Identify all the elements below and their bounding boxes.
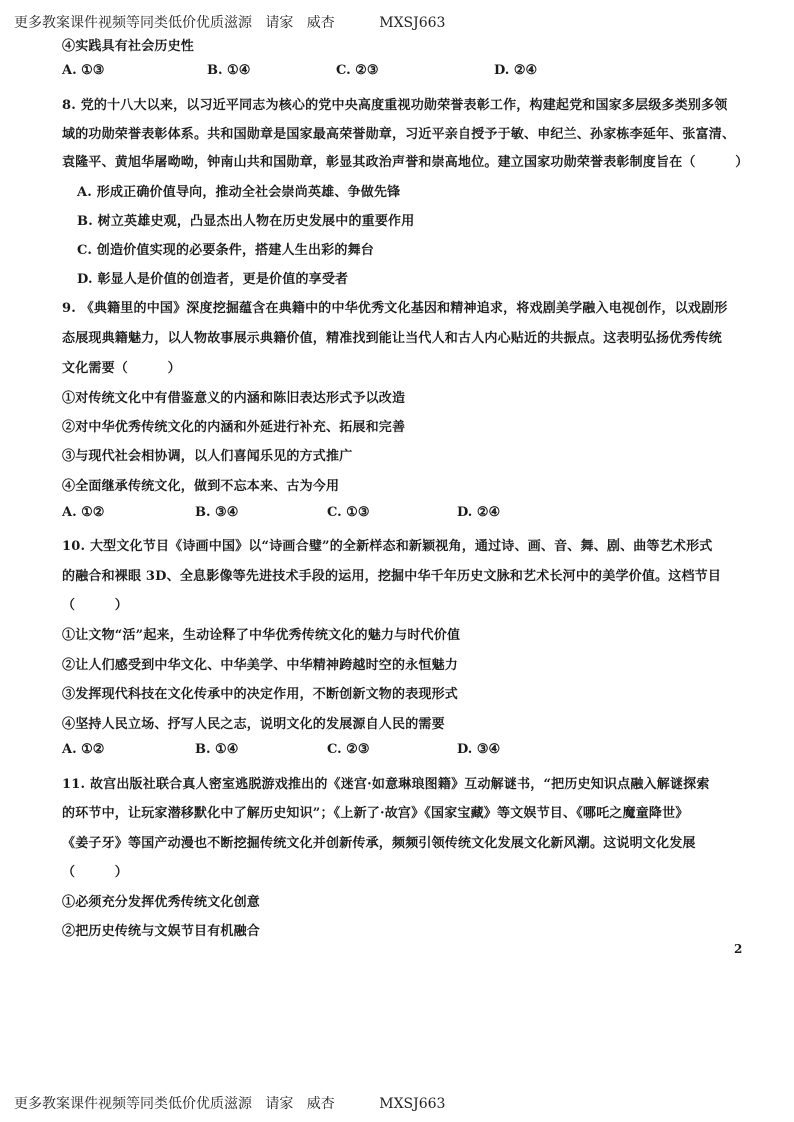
q8-option-b: B. 树立英雄史观，凸显杰出人物在历史发展中的重要作用 [77,214,415,229]
q8-stem-line-2: 域的功勋荣誉表彰体系。共和国勋章是国家最高荣誉勋章，习近平亲自授予于敏、申纪兰、孙家栋李延年、张富清、 [62,127,736,142]
q9-item-4: ④全面继承传统文化，做到不忘本来、古为今用 [62,479,340,494]
q11-item-2: ②把历史传统与文娱节目有机融合 [62,924,261,939]
q9-item-1: ①对传统文化中有借鉴意义的内涵和陈旧表达形式予以改造 [62,391,406,406]
banner-contact-prefix: 请家 [265,15,294,31]
q8-stem-line-3: 袁隆平、黄旭华屠呦呦，钟南山共和国勋章，彰显其政治声誉和崇高地位。建立国家功勋荣誉表彰制度旨在（ ） [62,155,749,170]
q10-option-d: D. ③④ [457,742,501,757]
q7-option-b: B. ①④ [207,63,251,78]
q9-option-c: C. ①③ [327,505,370,520]
q10-item-2: ②让人们感受到中华文化、中华美学、中华精神跨越时空的永恒魅力 [62,658,459,673]
q10-option-a: A. ①② [62,742,105,757]
banner-text: 更多教案课件视频等同类低价优质滋源 [14,1096,252,1112]
q11-stem-line-4: （ ） [62,865,129,880]
q9-option-b: B. ③④ [195,505,239,520]
q7-option-d: D. ②④ [494,63,538,78]
q8-stem-line-1: 8. 党的十八大以来，以习近平同志为核心的党中央高度重视功勋荣誉表彰工作，构建起党和国家多层级多类别多领 [62,98,728,113]
q10-item-3: ③发挥现代科技在文化传承中的决定作用，不断创新文物的表现形式 [62,687,459,702]
banner-code: MXSJ663 [379,1096,446,1112]
page-number: 2 [734,942,743,956]
q10-stem-line-1: 10. 大型文化节目《诗画中国》以“诗画合璧”的全新样态和新颖视角，通过诗、画、音、舞、剧、曲等艺术形式 [62,539,713,554]
q7-item-4: ④实践具有社会历史性 [62,39,195,54]
q9-stem-line-2: 态展现典籍魅力，以人物故事展示典籍价值，精准找到能让当代人和古人内心贴近的共振点。这表明弘扬优秀传统 [62,331,723,346]
q8-option-d: D. 彰显人是价值的创造者，更是价值的享受者 [77,272,349,287]
q8-option-a: A. 形成正确价值导向，推动全社会崇尚英雄、争做先锋 [77,185,401,200]
q11-stem-line-1: 11. 故宫出版社联合真人密室逃脱游戏推出的《迷宫·如意琳琅图籍》互动解谜书，“把历史知识点融入解谜探索 [62,777,710,792]
q9-item-2: ②对中华优秀传统文化的内涵和外延进行补充、拓展和完善 [62,420,406,435]
q7-option-a: A. ①③ [62,63,105,78]
q9-option-a: A. ①② [62,505,105,520]
q11-stem-line-3: 《姜子牙》等国产动漫也不断挖掘传统文化并创新传承，频频引领传统文化发展文化新风潮。这说明文化发展 [62,836,696,851]
q11-stem-line-2: 的环节中，让玩家潜移默化中了解历史知识”；《上新了·故宫》《国家宝藏》等文娱节目、《哪吒之魔童降世》 [62,806,689,821]
q9-stem-line-3: 文化需要（ ） [62,361,181,376]
q11-item-1: ①必须充分发挥优秀传统文化创意 [62,895,261,910]
q9-stem-line-1: 9. 《典籍里的中国》深度挖掘蕴含在典籍中的中华优秀文化基因和精神追求，将戏剧美学融入电视创作，以戏剧形 [62,301,728,316]
banner-contact-name: 威杏 [306,1096,335,1112]
q9-option-d: D. ②④ [457,505,501,520]
q7-option-c: C. ②③ [336,63,379,78]
banner-code: MXSJ663 [379,15,446,31]
q10-stem-line-3: （ ） [62,598,129,613]
header-banner [14,12,445,32]
footer-banner [14,1093,445,1113]
q10-stem-line-2: 的融合和裸眼 3D、全息影像等先进技术手段的运用，挖掘中华千年历史文脉和艺术长河中的美学价值。这档节目 [62,569,722,584]
q8-option-c: C. 创造价值实现的必要条件，搭建人生出彩的舞台 [77,243,374,258]
q10-option-c: C. ②③ [327,742,370,757]
q10-option-b: B. ①④ [195,742,239,757]
banner-text: 更多教案课件视频等同类低价优质滋源 [14,15,252,31]
banner-contact-name: 威杏 [306,15,335,31]
q10-item-1: ①让文物“活”起来，生动诠释了中华优秀传统文化的魅力与时代价值 [62,628,461,643]
banner-contact-prefix: 请家 [265,1096,294,1112]
q9-item-3: ③与现代社会相协调，以人们喜闻乐见的方式推广 [62,449,353,464]
q10-item-4: ④坚持人民立场、抒写人民之志，说明文化的发展源自人民的需要 [62,717,445,732]
